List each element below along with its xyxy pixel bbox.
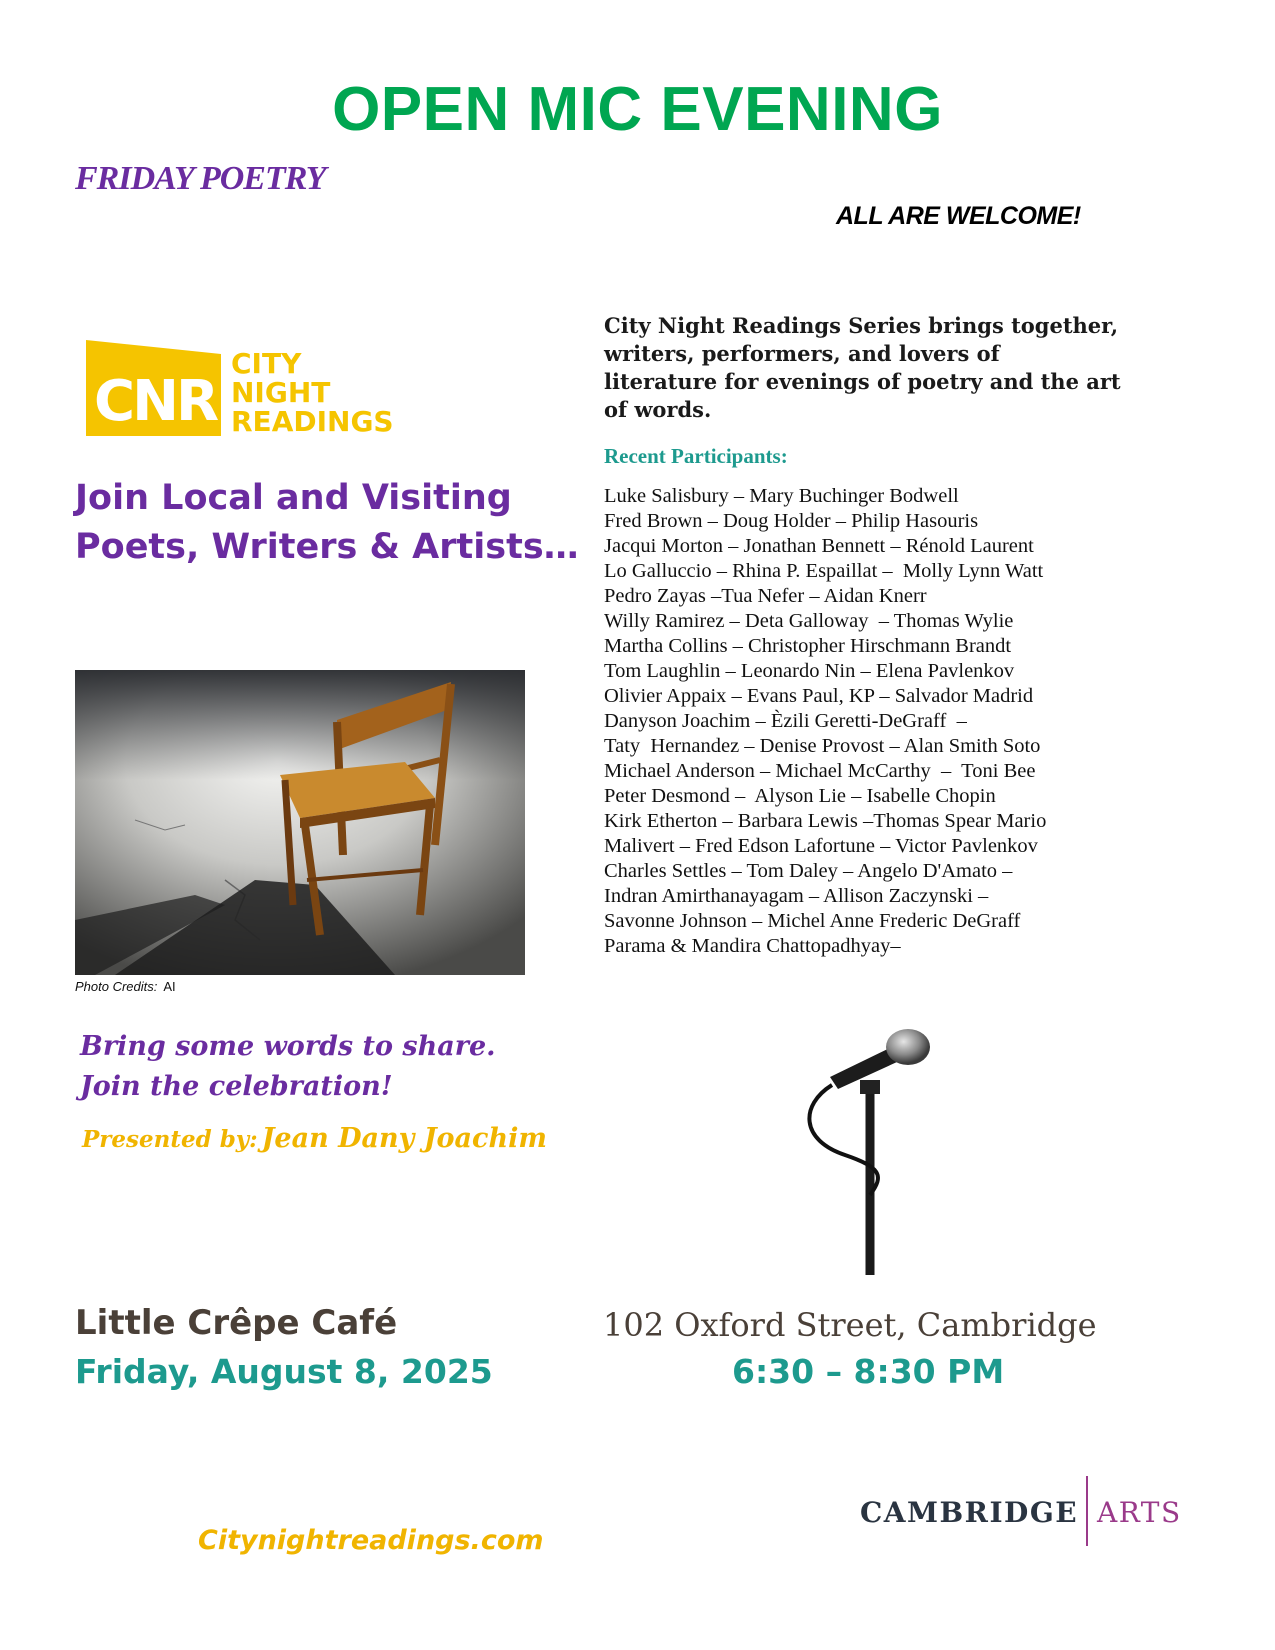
join-line-1: Join Local and Visiting: [75, 478, 512, 518]
recent-participants-label: Recent Participants:: [604, 444, 788, 468]
participants-line: Malivert – Fred Edson Lafortune – Victor Pavlenkov: [604, 835, 1038, 857]
website-link[interactable]: Citynightreadings.com: [198, 1525, 544, 1556]
event-date: Friday, August 8, 2025: [75, 1352, 493, 1391]
participants-line: Luke Salisbury – Mary Buchinger Bodwell: [604, 485, 959, 507]
invite-line-2: Join the celebration!: [80, 1071, 393, 1102]
invite-text: [80, 1027, 496, 1107]
series-intro: [604, 312, 1184, 424]
participants-line: Pedro Zayas –Tua Nefer – Aidan Knerr: [604, 585, 927, 607]
venue-address: 102 Oxford Street, Cambridge: [603, 1306, 1097, 1344]
microphone-icon: [790, 1025, 940, 1275]
photo-credit-label: Photo Credits:: [75, 979, 158, 994]
venue-name: Little Crêpe Café: [75, 1303, 398, 1343]
intro-line-1: City Night Readings Series brings together,: [604, 313, 1119, 338]
intro-line-4: of words.: [604, 397, 712, 422]
presenter-name: Jean Dany Joachim: [261, 1123, 547, 1154]
welcome-text: ALL ARE WELCOME!: [836, 202, 1081, 230]
participants-line: Taty Hernandez – Denise Provost – Alan Smith Soto: [604, 735, 1041, 757]
photo-credit-value: AI: [163, 979, 176, 994]
cnr-logo-mark: CNR: [94, 369, 217, 434]
page-title: OPEN MIC EVENING: [332, 75, 943, 144]
cambridge-arts-left: CAMBRIDGE: [860, 1496, 1079, 1529]
intro-line-2: writers, performers, and lovers of: [604, 341, 1000, 366]
cnr-logo-line1: CITY: [231, 347, 302, 380]
participants-line: Charles Settles – Tom Daley – Angelo D'Amato –: [604, 860, 1013, 882]
participants-line: Parama & Mandira Chattopadhyay–: [604, 935, 901, 957]
participants-line: Olivier Appaix – Evans Paul, KP – Salvador Madrid: [604, 685, 1034, 707]
event-subtitle: FRIDAY POETRY: [75, 160, 326, 197]
join-heading: [75, 474, 579, 572]
participants-line: Fred Brown – Doug Holder – Philip Hasouris: [604, 510, 979, 532]
participants-line: Danyson Joachim – Èzili Geretti-DeGraff –: [604, 710, 967, 732]
join-line-2: Poets, Writers & Artists…: [75, 527, 579, 567]
participants-line: Jacqui Morton – Jonathan Bennett – Rénold Laurent: [604, 535, 1034, 557]
participants-line: Kirk Etherton – Barbara Lewis –Thomas Spear Mario: [604, 810, 1047, 832]
participants-line: Peter Desmond – Alyson Lie – Isabelle Chopin: [604, 785, 996, 807]
participants-line: Indran Amirthanayagam – Allison Zaczynski –: [604, 885, 989, 907]
presented-by: [82, 1123, 547, 1154]
intro-line-3: literature for evenings of poetry and the art: [604, 369, 1121, 394]
event-time: 6:30 – 8:30 PM: [732, 1352, 1005, 1391]
participants-line: Savonne Johnson – Michel Anne Frederic DeGraff: [604, 910, 1021, 932]
photo-credit: [75, 979, 176, 994]
cambridge-arts-logo: [860, 1470, 1200, 1550]
participants-line: Michael Anderson – Michael McCarthy – Toni Bee: [604, 760, 1036, 782]
cambridge-arts-right: ARTS: [1097, 1496, 1182, 1529]
invite-line-1: Bring some words to share.: [80, 1031, 496, 1062]
participants-line: Willy Ramirez – Deta Galloway – Thomas Wylie: [604, 610, 1014, 632]
cnr-logo-line2: NIGHT: [231, 376, 331, 409]
participants-line: Martha Collins – Christopher Hirschmann Brandt: [604, 635, 1012, 657]
chair-photo: [75, 670, 525, 975]
participants-list: [604, 484, 1046, 959]
presented-label: Presented by:: [82, 1126, 258, 1153]
cnr-logo: [86, 340, 416, 444]
participants-line: Lo Galluccio – Rhina P. Espaillat – Molly Lynn Watt: [604, 560, 1044, 582]
participants-line: Tom Laughlin – Leonardo Nin – Elena Pavlenkov: [604, 660, 1015, 682]
cnr-logo-line3: READINGS: [231, 405, 394, 438]
